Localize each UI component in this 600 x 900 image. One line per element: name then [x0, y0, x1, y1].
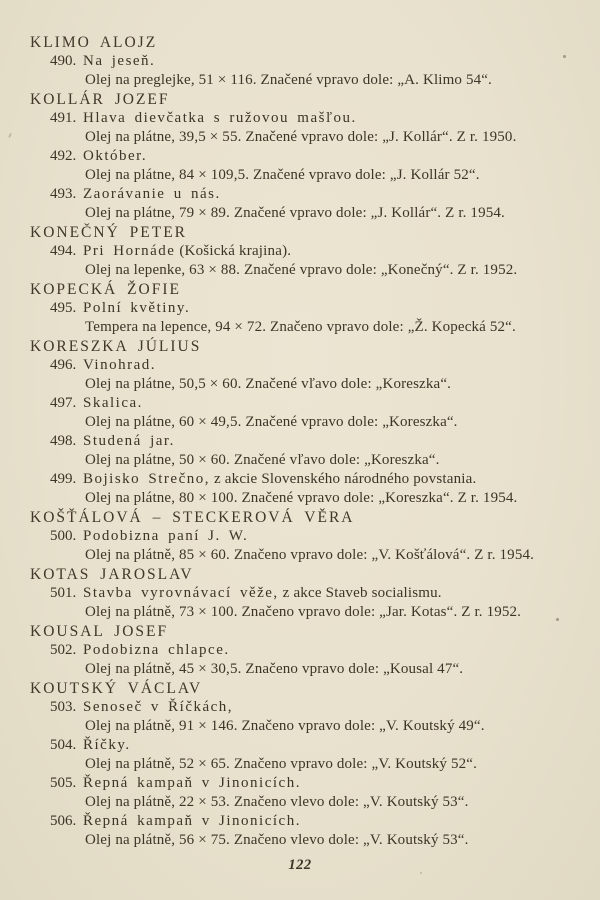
entry-title-spaced: Vinohrad.	[83, 357, 157, 373]
entry-detail: Olej na plátně, 45 × 30,5. Značeno vpravo dole: „Kousal 47“.	[85, 661, 464, 677]
artist-section	[0, 565, 600, 622]
entry-number: 503.	[50, 699, 77, 715]
entry-number: 504.	[50, 737, 77, 753]
section-entries	[0, 242, 600, 280]
artist-section	[0, 280, 600, 337]
entry-title-line	[0, 147, 600, 166]
artist-heading: KOŠŤÁLOVÁ – STECKEROVÁ VĚRA	[30, 509, 355, 526]
catalog-entry	[0, 527, 600, 565]
entry-title-spaced: Zaorávanie u nás.	[83, 186, 221, 202]
entry-number: 505.	[50, 775, 77, 791]
entry-number: 506.	[50, 813, 77, 829]
catalog-entry	[0, 242, 600, 280]
entry-title-spaced: Senoseč v Říčkách,	[83, 699, 234, 715]
entry-number: 494.	[50, 243, 77, 259]
entry-detail: Olej na plátne, 39,5 × 55. Značené vpravo dole: „J. Kollár“. Z r. 1950.	[85, 129, 517, 145]
catalog-entry	[0, 147, 600, 185]
entry-title-line	[0, 52, 600, 71]
catalog-entry	[0, 394, 600, 432]
catalog-entry	[0, 432, 600, 470]
artist-heading: KOUSAL JOSEF	[30, 623, 169, 640]
entry-title-line	[0, 394, 600, 413]
catalog-entry	[0, 584, 600, 622]
entry-detail: Olej na plátne, 50,5 × 60. Značené vľavo dole: „Koreszka“.	[85, 376, 452, 392]
artist-section	[0, 90, 600, 223]
entry-title-line	[0, 584, 600, 603]
entry-title-rest: z akce Staveb socialismu.	[278, 585, 442, 601]
entry-title-spaced: Október.	[83, 148, 148, 164]
catalog-list	[0, 33, 600, 850]
artist-heading: KOUTSKÝ VÁCLAV	[30, 680, 203, 697]
entry-detail: Olej na plátne, 60 × 49,5. Značené vpravo dole: „Koreszka“.	[85, 414, 458, 430]
entry-detail: Olej na plátně, 73 × 100. Značeno vpravo dole: „Jar. Kotas“. Z r. 1952.	[85, 604, 522, 620]
entry-title-line	[0, 641, 600, 660]
entry-title-spaced: Na jeseň.	[83, 53, 156, 69]
entry-title-spaced: Bojisko Strečno,	[83, 471, 210, 487]
entry-title-line	[0, 470, 600, 489]
entry-number: 495.	[50, 300, 77, 316]
entry-number: 491.	[50, 110, 77, 126]
entry-detail: Olej na plátně, 85 × 60. Značeno vpravo dole: „V. Košťálová“. Z r. 1954.	[85, 547, 535, 563]
entry-title-spaced: Říčky.	[83, 737, 131, 753]
entry-title-rest: z akcie Slovenského národného povstania.	[210, 471, 477, 487]
artist-heading: KOLLÁR JOZEF	[30, 91, 170, 108]
entry-number: 501.	[50, 585, 77, 601]
entry-title-spaced: Řepná kampaň v Jinonicích.	[83, 813, 301, 829]
entry-title-line	[0, 812, 600, 831]
entry-title-line	[0, 242, 600, 261]
entry-title-line	[0, 736, 600, 755]
entry-title-line	[0, 698, 600, 717]
entry-detail: Olej na plátne, 80 × 100. Značené vpravo dole: „Koreszka“. Z r. 1954.	[85, 490, 518, 506]
entry-title-line	[0, 185, 600, 204]
entry-detail: Olej na plátne, 84 × 109,5. Značené vpravo dole: „J. Kollár 52“.	[85, 167, 480, 183]
section-entries	[0, 299, 600, 337]
entry-number: 498.	[50, 433, 77, 449]
entry-number: 500.	[50, 528, 77, 544]
entry-title-spaced: Podobizna paní J. W.	[83, 528, 249, 544]
entry-title-spaced: Pri Hornáde	[83, 243, 176, 259]
section-entries	[0, 641, 600, 679]
entry-title-line	[0, 774, 600, 793]
paper-speck	[556, 618, 559, 621]
entry-title-spaced: Podobizna chlapce.	[83, 642, 230, 658]
entry-detail: Olej na plátně, 52 × 65. Značeno vpravo dole: „V. Koutský 52“.	[85, 756, 477, 772]
entry-title-line	[0, 527, 600, 546]
entry-title-spaced: Studená jar.	[83, 433, 175, 449]
catalog-entry	[0, 641, 600, 679]
catalog-entry	[0, 470, 600, 508]
section-entries	[0, 698, 600, 850]
entry-detail: Olej na plátně, 22 × 53. Značeno vlevo dole: „V. Koutský 53“.	[85, 794, 469, 810]
entry-title-line	[0, 299, 600, 318]
entry-number: 499.	[50, 471, 77, 487]
section-entries	[0, 52, 600, 90]
entry-detail: Olej na preglejke, 51 × 116. Značené vpravo dole: „A. Klimo 54“.	[85, 72, 492, 88]
entry-detail: Olej na lepenke, 63 × 88. Značené vpravo dole: „Konečný“. Z r. 1952.	[85, 262, 518, 278]
artist-section	[0, 337, 600, 508]
entry-title-rest: (Košická krajina).	[175, 243, 292, 259]
entry-detail: Tempera na lepence, 94 × 72. Značeno vpravo dole: „Ž. Kopecká 52“.	[85, 319, 516, 335]
entry-number: 502.	[50, 642, 77, 658]
entry-title-spaced: Řepná kampaň v Jinonicích.	[83, 775, 301, 791]
catalog-entry	[0, 774, 600, 812]
entry-detail: Olej na plátně, 56 × 75. Značeno vlevo dole: „V. Koutský 53“.	[85, 832, 469, 848]
catalog-entry	[0, 736, 600, 774]
entry-detail: Olej na plátne, 50 × 60. Značené vľavo dole: „Koreszka“.	[85, 452, 440, 468]
entry-detail: Olej na plátne, 79 × 89. Značené vpravo dole: „J. Kollár“. Z r. 1954.	[85, 205, 505, 221]
section-entries	[0, 356, 600, 508]
entry-title-spaced: Hlava dievčatka s ružovou mašľou.	[83, 110, 357, 126]
entry-title-line	[0, 432, 600, 451]
entry-number: 496.	[50, 357, 77, 373]
artist-section	[0, 508, 600, 565]
entry-number: 497.	[50, 395, 77, 411]
catalog-entry	[0, 812, 600, 850]
section-entries	[0, 527, 600, 565]
artist-heading: KLIMO ALOJZ	[30, 34, 158, 51]
paper-speck	[420, 872, 422, 874]
entry-title-line	[0, 109, 600, 128]
artist-section	[0, 622, 600, 679]
paper-speck	[563, 55, 566, 58]
catalog-entry	[0, 185, 600, 223]
entry-title-line	[0, 356, 600, 375]
catalog-entry	[0, 109, 600, 147]
catalog-entry	[0, 52, 600, 90]
artist-heading: KOTAS JAROSLAV	[30, 566, 194, 583]
catalog-entry	[0, 299, 600, 337]
entry-title-spaced: Polní květiny.	[83, 300, 191, 316]
artist-section	[0, 679, 600, 850]
catalog-entry	[0, 698, 600, 736]
section-entries	[0, 109, 600, 223]
artist-heading: KORESZKA JÚLIUS	[30, 338, 202, 355]
artist-section	[0, 223, 600, 280]
artist-heading: KONEČNÝ PETER	[30, 224, 188, 241]
entry-number: 490.	[50, 53, 77, 69]
entry-title-spaced: Skalica.	[83, 395, 143, 411]
entry-title-spaced: Stavba vyrovnávací věže,	[83, 585, 279, 601]
catalog-entry	[0, 356, 600, 394]
artist-heading: KOPECKÁ ŽOFIE	[30, 281, 181, 298]
entry-number: 493.	[50, 186, 77, 202]
page-number: 122	[288, 857, 312, 873]
section-entries	[0, 584, 600, 622]
entry-number: 492.	[50, 148, 77, 164]
entry-detail: Olej na plátně, 91 × 146. Značeno vpravo dole: „V. Koutský 49“.	[85, 718, 485, 734]
artist-section	[0, 33, 600, 90]
